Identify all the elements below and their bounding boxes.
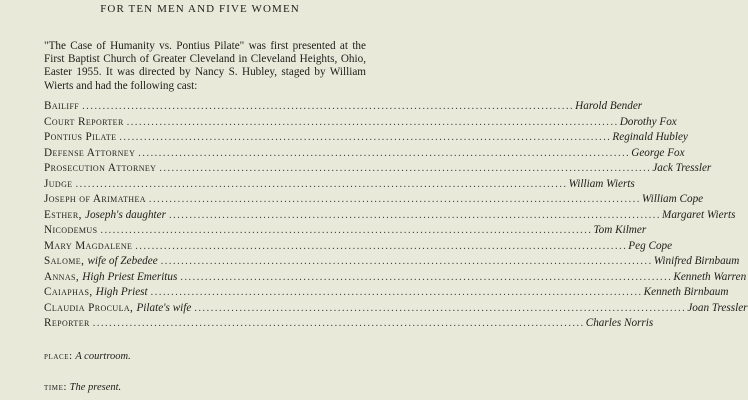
time-value: The present.	[69, 382, 122, 393]
cast-role-name: Joseph of Arimathea	[44, 193, 146, 205]
cast-actor: Tom Kilmer	[593, 224, 647, 236]
leader-dots: ........................................................................................................................	[138, 147, 631, 159]
cast-actor: Jack Tressler	[652, 162, 712, 174]
cast-row	[44, 131, 688, 147]
cast-row	[44, 286, 729, 302]
cast-row	[44, 239, 673, 256]
cast-role-name: Claudia Procula,	[44, 301, 134, 314]
cast-row	[44, 224, 647, 240]
cast-role-name: Judge	[44, 177, 73, 190]
cast-row	[44, 208, 736, 225]
cast-role	[44, 302, 191, 314]
cast-row	[44, 177, 635, 194]
cast-actor: William Cope	[641, 193, 704, 205]
cast-row	[44, 270, 747, 287]
cast-list	[44, 100, 748, 333]
cast-role-name: Pontius Pilate	[44, 131, 117, 143]
cast-role	[44, 209, 166, 221]
cast-role	[44, 178, 73, 190]
cast-actor: Margaret Wierts	[662, 208, 736, 221]
cast-role	[44, 100, 79, 112]
leader-dots: ........................................................................................................................	[159, 163, 652, 174]
cast-row	[44, 115, 677, 132]
leader-dots: ........................................................................................................................	[135, 240, 628, 252]
leader-dots: ........................................................................................................................	[75, 178, 568, 190]
intro-paragraph: "The Case of Humanity vs. Pontius Pilate" was first presented at the First Baptist Church of Greater Cleveland in Cleveland Heights, Ohio, Easter 1955. It was directed by Nancy S. Hubley, staged by William Wierts and had the following cast:	[44, 40, 366, 92]
cast-row	[44, 301, 748, 318]
cast-role-name: Bailiff	[44, 100, 80, 112]
cast-actor: George Fox	[631, 146, 685, 159]
cast-role-name: Court Reporter	[44, 115, 124, 128]
leader-dots: ........................................................................................................................	[92, 318, 585, 329]
cast-role-name: Reporter	[44, 317, 90, 329]
cast-subtitle: FOR TEN MEN AND FIVE WOMEN	[100, 3, 300, 15]
cast-role	[44, 240, 132, 252]
cast-actor: Harold Bender	[575, 100, 643, 112]
leader-dots: ........................................................................................................................	[194, 302, 687, 314]
cast-actor: Peg Cope	[628, 239, 673, 252]
leader-dots: ........................................................................................................................	[100, 225, 593, 236]
cast-row	[44, 100, 643, 116]
cast-actor: Charles Norris	[585, 317, 654, 329]
cast-role	[44, 317, 90, 329]
cast-actor: Dorothy Fox	[619, 115, 677, 128]
cast-role	[44, 271, 177, 283]
cast-actor: Kenneth Birnbaum	[643, 286, 729, 298]
leader-dots: ........................................................................................................................	[148, 194, 641, 205]
cast-role-name: Esther,	[44, 208, 82, 221]
cast-role-name: Prosecution Attorney	[44, 162, 157, 174]
place-label: place:	[44, 351, 73, 362]
cast-role	[44, 224, 97, 236]
cast-role	[44, 255, 158, 267]
leader-dots: ........................................................................................................................	[160, 256, 653, 267]
cast-actor: Kenneth Warren	[673, 270, 747, 283]
cast-role	[44, 116, 124, 128]
cast-role-note: Joseph's daughter	[84, 208, 166, 221]
cast-role-name: Annas,	[44, 270, 80, 283]
cast-role-name: Caiaphas,	[44, 286, 93, 298]
cast-role	[44, 286, 148, 298]
cast-actor: Winifred Birnbaum	[653, 255, 740, 267]
cast-role	[44, 193, 146, 205]
cast-role-name: Nicodemus	[44, 224, 98, 236]
cast-role-note: wife of Zebedee	[87, 255, 158, 267]
cast-role-note: High Priest	[95, 286, 148, 298]
cast-role	[44, 147, 135, 159]
leader-dots: ........................................................................................................................	[82, 101, 575, 112]
place-value: A courtroom.	[75, 351, 131, 362]
cast-role-note: High Priest Emeritus	[82, 270, 178, 283]
cast-row	[44, 317, 654, 333]
cast-role	[44, 131, 116, 143]
leader-dots: ........................................................................................................................	[119, 132, 612, 143]
cast-role-name: Defense Attorney	[44, 146, 136, 159]
cast-role-name: Mary Magdalene	[44, 239, 133, 252]
leader-dots: ........................................................................................................................	[180, 271, 673, 283]
cast-actor: Reginald Hubley	[612, 131, 688, 143]
leader-dots: ........................................................................................................................	[126, 116, 619, 128]
leader-dots: ........................................................................................................................	[169, 209, 661, 221]
cast-role	[44, 162, 156, 174]
cast-actor: Joan Tressler	[687, 301, 748, 314]
leader-dots: ........................................................................................................................	[150, 287, 643, 298]
cast-actor: William Wierts	[568, 177, 635, 190]
cast-row	[44, 193, 704, 209]
cast-role-note: Pilate's wife	[136, 301, 192, 314]
cast-row	[44, 255, 740, 271]
time-line	[44, 382, 121, 393]
cast-role-name: Salome,	[44, 255, 85, 267]
cast-row	[44, 146, 685, 163]
time-label: time:	[44, 382, 68, 393]
place-line	[44, 351, 131, 362]
cast-row	[44, 162, 712, 178]
